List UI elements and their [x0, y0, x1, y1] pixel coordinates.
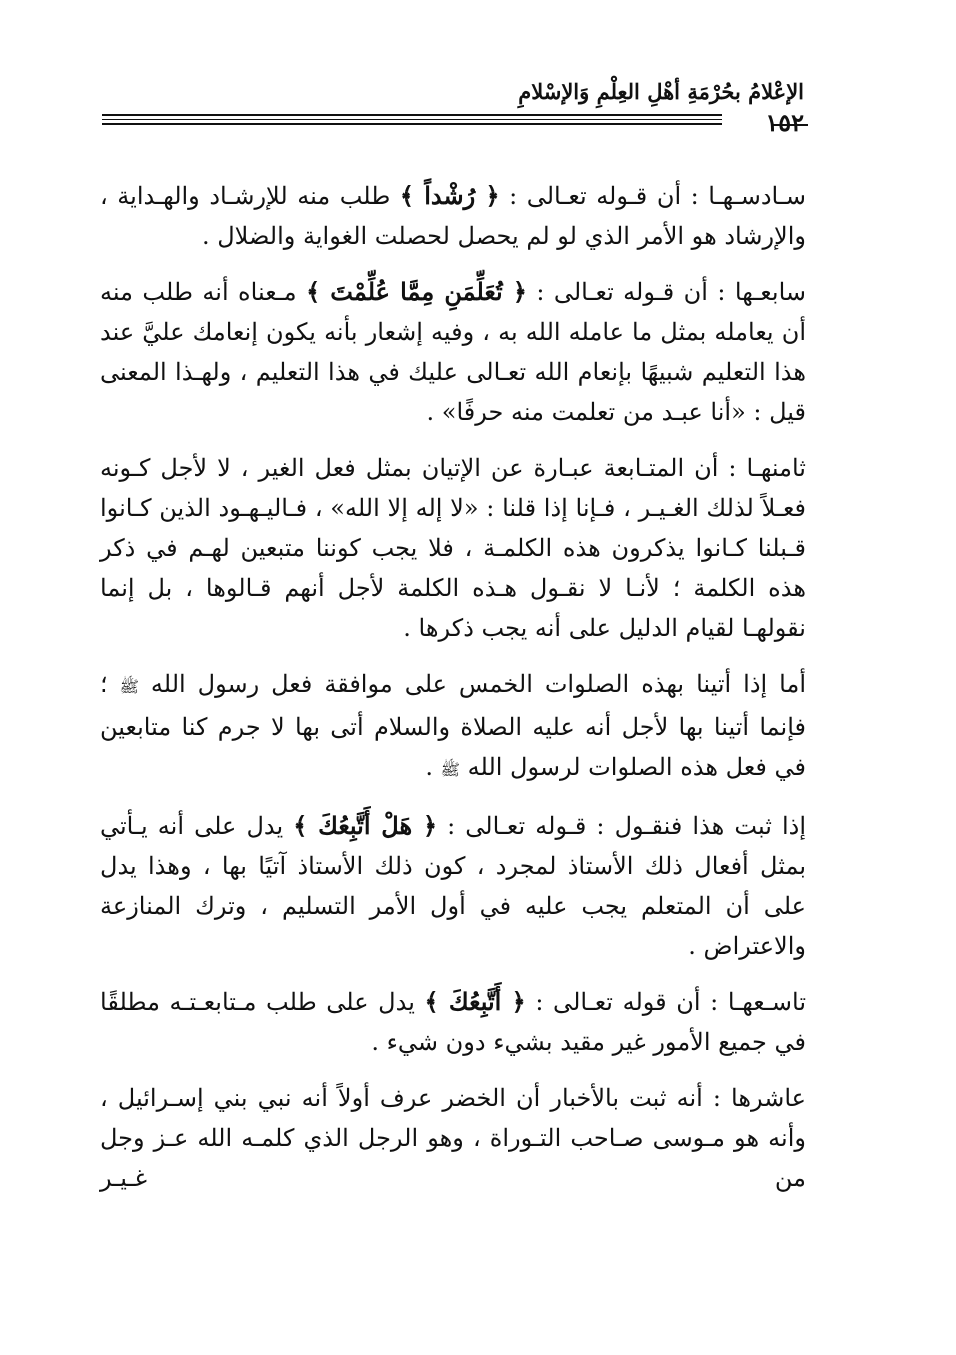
quran-quote: ﴿ أَتَّبِعُكَ ﴾	[424, 987, 526, 1016]
page-number: ١٥٢	[765, 108, 804, 137]
paragraph-text: ؛ فإنما أتينا بها لأجل أنه عليه الصلاة والسلام أتى بها لا جرم كنا متابعين في فعل هذه الصلوات لرسول الله	[100, 670, 806, 781]
header-rule	[102, 114, 722, 128]
paragraph-text: ثامنهـا : أن المتـابعة عبـارة عن الإتيان بمثل فعل الغير ، لا لأجل كـونه فعـلاً لذلك الغـيـر ، فـإنا إذا قلنا : «لا إله إلا الله» ، فـاليـهـود الذين كـانوا قـبلنا كـانوا يذكرون هذه الكلمـة ، فلا يجب كوننا متبعين لهـم في ذكر هذه الكلمة ؛ لأنـا لا نقـول هـذه الكلمة لأجل أنهم قـالوها ، بل إنما نقولهـا لقيام الدليل على أنه يجب ذكرها .	[100, 454, 806, 642]
paragraph-text: تاسـعهـا : أن قوله تعـالى :	[525, 988, 807, 1016]
paragraph-p8c	[100, 806, 806, 966]
quran-quote: ﴿ تُعَلِّمَنِ مِمَّا عُلِّمْتَ ﴾	[306, 277, 527, 306]
paragraph-p8b	[100, 664, 806, 790]
body-text	[100, 176, 806, 1214]
paragraph-text: أما إذا أتينا بهذه الصلوات الخمس على موافقة فعل رسول الله	[138, 670, 806, 698]
paragraph-p9	[100, 982, 806, 1062]
salawat-honorific: ﷺ	[440, 760, 460, 779]
page-number-dash-rule	[772, 124, 808, 126]
running-header-title: الإعْلامُ بحُرْمَةِ أهْلِ العِلْمِ وَالإسْلامِ	[518, 79, 804, 104]
paragraph-text: سابعـها : أن قـوله تعـالى :	[526, 278, 806, 306]
quran-quote: ﴿ هَلْ أَتَّبِعُكَ ﴾	[293, 811, 438, 840]
paragraph-text: يدل على أنه يـأتي بمثل أفعال ذلك الأستاذ لمجرد ، كون ذلك الأستاذ آتيًا بها ، وهذا يدل على أن المتعلم يجب عليه في أول الأمر التسليم ، وترك المنازعة والاعتراض .	[100, 812, 806, 960]
paragraph-text: طلب منه للإرشـاد والهـداية ، والإرشاد هو الأمر الذي لو لم يحصل لحصلت الغواية والضلال .	[100, 182, 806, 250]
paragraph-p10	[100, 1078, 806, 1198]
paragraph-text: عاشرها : أنه ثبت بالأخبار أن الخضر عرف أولاً أنه نبي بني إسـرائيل ، وأنه هو مـوسى صـاحب التـوراة ، وهو الرجل الذي كلمـه الله عـز وجل من غـيـر	[100, 1084, 806, 1192]
header-rule-thick-bottom	[102, 123, 722, 125]
quran-quote: ﴿ رُشْداً ﴾	[399, 181, 500, 210]
header-rule-thin	[102, 119, 722, 120]
paragraph-p8	[100, 448, 806, 648]
header-rule-thick-top	[102, 114, 722, 116]
paragraph-p7	[100, 272, 806, 432]
paragraph-text: يدل على طلب مـتابعـتـه مطلقًا في جميع الأمور غير مقيد بشيء دون شيء .	[100, 988, 806, 1056]
paragraph-text: سـادسـهـا : أن قـوله تعـالى :	[499, 182, 806, 210]
paragraph-p6	[100, 176, 806, 256]
paragraph-text: مـعناه أنه طلب منه أن يعامله بمثل ما عامله الله به ، وفيه إشعار بأنه يكون إنعامك عليَّ عند هذا التعليم شبيهًا بإنعام الله تعـالى عليك في هذا التعليم ، ولهـذا المعنى قيل : «أنا عبـد من تعلمت منه حرفًا» .	[100, 278, 806, 426]
paragraph-text: إذا ثبت هذا فنقـول : قـوله تعـالى :	[437, 812, 806, 840]
paragraph-text: .	[425, 753, 441, 781]
salawat-honorific: ﷺ	[119, 677, 139, 696]
